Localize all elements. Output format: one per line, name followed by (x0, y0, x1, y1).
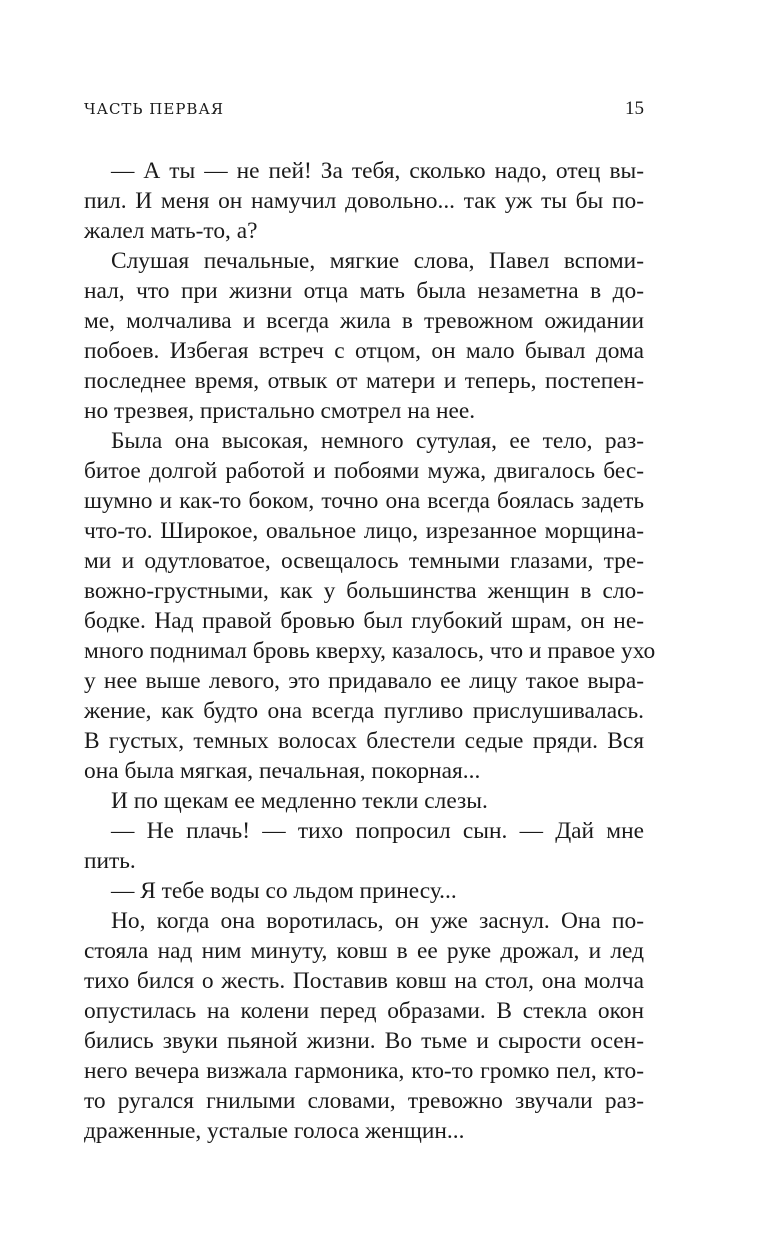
text-line: жение, как будто она всегда пугливо прислушивалась. (84, 698, 644, 724)
text-line: Но, когда она воротилась, он уже заснул. Она по- (111, 908, 644, 934)
text-line: бились звуки пьяной жизни. Во тьме и сырости осен- (84, 1028, 644, 1054)
text-line: ме, молчалива и всегда жила в тревожном ожидании (84, 308, 644, 334)
text-line: бодке. Над правой бровью был глубокий шрам, он не- (84, 608, 644, 634)
text-line: шумно и как-то боком, точно она всегда боялась задеть (84, 488, 644, 514)
text-line: она была мягкая, печальная, покорная... (84, 758, 481, 784)
text-line: то ругался гнилыми словами, тревожно звучали раз- (84, 1088, 644, 1114)
text-line: битое долгой работой и побоями мужа, двигалось бес- (84, 458, 644, 484)
text-line: И по щекам ее медленно текли слезы. (111, 788, 488, 814)
text-line: побоев. Избегая встреч с отцом, он мало бывал дома (84, 338, 644, 364)
text-line: что-то. Широкое, овальное лицо, изрезанное морщина- (84, 518, 644, 544)
text-line: драженные, усталые голоса женщин... (84, 1118, 465, 1144)
text-line: но трезвея, пристально смотрел на нее. (84, 398, 476, 424)
page-number: 15 (625, 98, 644, 119)
text-line: пить. (84, 848, 136, 874)
text-line: Слушая печальные, мягкие слова, Павел вспоми- (111, 248, 644, 274)
text-line: ми и одутловатое, освещалось темными глазами, тре- (84, 548, 644, 574)
text-line: вожно-грустными, как у большинства женщин в сло- (84, 578, 644, 604)
text-line: Была она высокая, немного сутулая, ее тело, раз- (111, 428, 644, 454)
text-line: — Не плачь! — тихо попросил сын. — Дай мне (111, 818, 644, 844)
text-line: пил. И меня он намучил довольно... так уж ты бы по- (84, 188, 644, 214)
text-line: нал, что при жизни отца мать была незаметна в до- (84, 278, 644, 304)
text-line: — А ты — не пей! За тебя, сколько надо, отец вы- (111, 158, 644, 184)
text-line: много поднимал бровь кверху, казалось, что и правое ухо (84, 638, 656, 664)
text-line: стояла над ним минуту, ковш в ее руке дрожал, и лед (84, 938, 644, 964)
text-line: — Я тебе воды со льдом принесу... (111, 878, 457, 904)
running-title: ЧАСТЬ ПЕРВАЯ (84, 100, 224, 118)
text-line: тихо бился о жесть. Поставив ковш на стол, она молча (84, 968, 644, 994)
text-line: последнее время, отвык от матери и теперь, постепен- (84, 368, 644, 394)
text-line: В густых, темных волосах блестели седые пряди. Вся (84, 728, 644, 754)
text-line: у нее выше левого, это придавало ее лицу такое выра- (84, 668, 644, 694)
text-line: жалел мать-то, а? (84, 218, 258, 244)
text-line: опустилась на колени перед образами. В стекла окон (84, 998, 644, 1024)
text-line: него вечера визжала гармоника, кто-то громко пел, кто- (84, 1058, 644, 1084)
body-text (84, 156, 656, 1146)
